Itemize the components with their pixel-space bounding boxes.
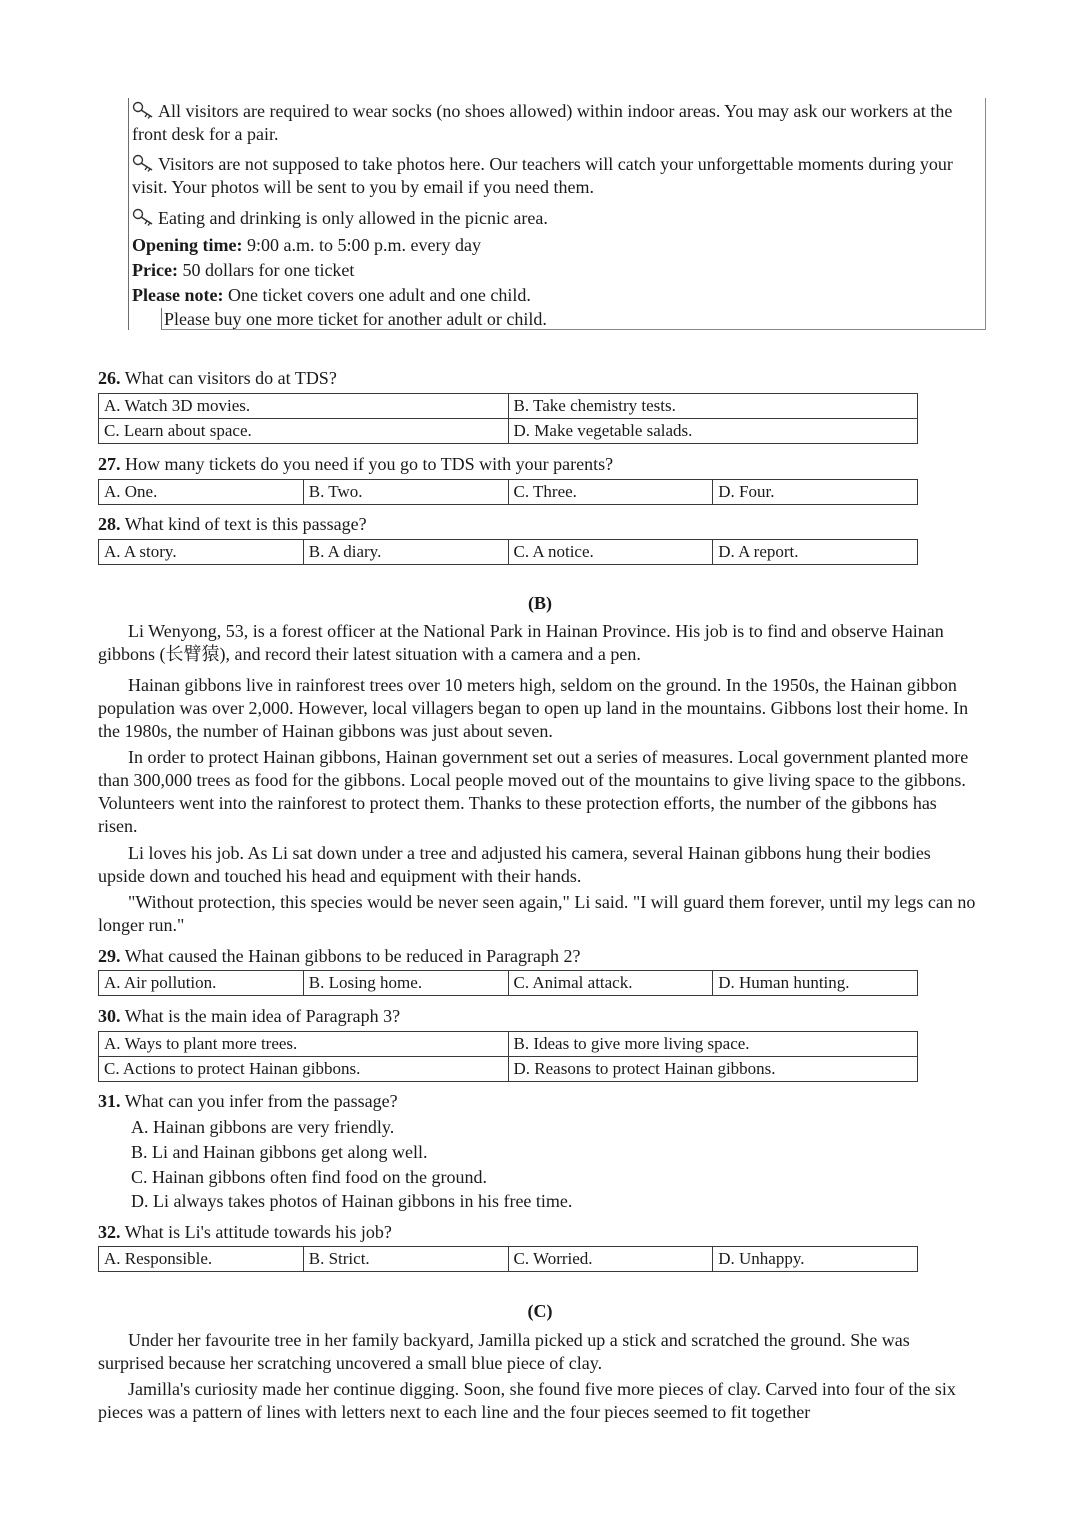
note-extra: Please buy one more ticket for another adult or child. xyxy=(164,309,547,329)
option-c[interactable]: C. Hainan gibbons often find food on the ground. xyxy=(131,1167,487,1187)
option-c[interactable]: C. Worried. xyxy=(508,1247,713,1272)
options-table-30 xyxy=(98,1031,918,1082)
notice-rule: Eating and drinking is only allowed in the picnic area. xyxy=(132,207,972,230)
options-table-27 xyxy=(98,479,918,505)
paragraph: Li loves his job. As Li sat down under a tree and adjusted his camera, several Hainan gibbons hung their bodies upside down and touched his head and equipment with their hands. xyxy=(98,843,931,886)
option-c[interactable]: C. Actions to protect Hainan gibbons. xyxy=(99,1057,509,1082)
notice-rule: Visitors are not supposed to take photos here. Our teachers will catch your unforgettable moments during your visit. Your photos will be sent to you by email if you need them. xyxy=(132,154,953,197)
option-d[interactable]: D. Human hunting. xyxy=(713,971,918,996)
paragraph: Hainan gibbons live in rainforest trees over 10 meters high, seldom on the ground. In the 1950s, the Hainan gibbon population was over 2,000. However, local villagers began to open up land in the mountains. Gibbons lost their home. In the 1980s, the number of Hainan gibbons was just about seven. xyxy=(98,675,969,741)
question-26: 26. What can visitors do at TDS? xyxy=(98,368,337,388)
option-c[interactable]: C. Animal attack. xyxy=(508,971,713,996)
please-note: Please note: One ticket covers one adult and one child. xyxy=(132,285,531,305)
options-table-29 xyxy=(98,970,918,996)
question-28: 28. What kind of text is this passage? xyxy=(98,514,367,534)
opening-time: Opening time: 9:00 a.m. to 5:00 p.m. every day xyxy=(132,235,481,255)
notice-border xyxy=(161,329,986,330)
option-c[interactable]: C. A notice. xyxy=(508,540,713,565)
option-d[interactable]: D. A report. xyxy=(713,540,918,565)
option-b[interactable]: B. Strict. xyxy=(303,1247,508,1272)
paragraph: Li Wenyong, 53, is a forest officer at the National Park in Hainan Province. His job is to find and observe Hainan gibbons (长臂猿), and record their latest situation with a camera and a pen. xyxy=(98,621,944,664)
option-d[interactable]: D. Li always takes photos of Hainan gibbons in his free time. xyxy=(131,1191,573,1211)
notice-box xyxy=(128,98,986,330)
question-32: 32. What is Li's attitude towards his job? xyxy=(98,1222,392,1242)
key-icon xyxy=(132,154,154,172)
option-d[interactable]: D. Reasons to protect Hainan gibbons. xyxy=(508,1057,918,1082)
option-b[interactable]: B. Ideas to give more living space. xyxy=(508,1032,918,1057)
paragraph: Under her favourite tree in her family backyard, Jamilla picked up a stick and scratched the ground. She was surprised because her scratching uncovered a small blue piece of clay. xyxy=(98,1330,910,1373)
option-a[interactable]: A. Air pollution. xyxy=(99,971,304,996)
option-c[interactable]: C. Three. xyxy=(508,480,713,505)
option-b[interactable]: B. Losing home. xyxy=(303,971,508,996)
paragraph: In order to protect Hainan gibbons, Hainan government set out a series of measures. Local government planted more than 300,000 trees as food for the gibbons. Local people moved out of the mountains to give living space to the gibbons. Volunteers went into the rainforest to protect them. Thanks to these protection efforts, the number of the gibbons has risen. xyxy=(98,747,969,836)
option-b[interactable]: B. Two. xyxy=(303,480,508,505)
options-table-32 xyxy=(98,1246,918,1272)
option-a[interactable]: A. Responsible. xyxy=(99,1247,304,1272)
paragraph: Jamilla's curiosity made her continue digging. Soon, she found five more pieces of clay. Carved into four of the six pieces was a pattern of lines with letters next to each line and the four pieces seemed to fit together xyxy=(98,1379,956,1422)
option-a[interactable]: A. Ways to plant more trees. xyxy=(99,1032,509,1057)
option-b[interactable]: B. Li and Hainan gibbons get along well. xyxy=(131,1142,428,1162)
notice-border xyxy=(161,308,162,330)
question-31: 31. What can you infer from the passage? xyxy=(98,1091,398,1111)
option-d[interactable]: D. Four. xyxy=(713,480,918,505)
section-b-title: (B) xyxy=(528,593,552,613)
notice-rule: All visitors are required to wear socks (no shoes allowed) within indoor areas. You may ask our workers at the front desk for a pair. xyxy=(132,101,953,144)
key-icon xyxy=(132,101,154,119)
option-a[interactable]: A. Hainan gibbons are very friendly. xyxy=(131,1117,395,1137)
paragraph: "Without protection, this species would be never seen again," Li said. "I will guard them forever, until my legs can no longer run." xyxy=(98,892,976,935)
price: Price: 50 dollars for one ticket xyxy=(132,260,355,280)
option-a[interactable]: A. One. xyxy=(99,480,304,505)
key-icon xyxy=(132,208,154,226)
option-b[interactable]: B. Take chemistry tests. xyxy=(508,394,918,419)
option-d[interactable]: D. Unhappy. xyxy=(713,1247,918,1272)
option-a[interactable]: A. Watch 3D movies. xyxy=(99,394,509,419)
section-c-title: (C) xyxy=(527,1301,553,1321)
question-29: 29. What caused the Hainan gibbons to be reduced in Paragraph 2? xyxy=(98,946,581,966)
question-27: 27. How many tickets do you need if you go to TDS with your parents? xyxy=(98,454,614,474)
option-d[interactable]: D. Make vegetable salads. xyxy=(508,419,918,444)
option-b[interactable]: B. A diary. xyxy=(303,540,508,565)
options-table-28 xyxy=(98,539,918,565)
options-table-26 xyxy=(98,393,918,444)
question-30: 30. What is the main idea of Paragraph 3? xyxy=(98,1006,401,1026)
option-c[interactable]: C. Learn about space. xyxy=(99,419,509,444)
option-a[interactable]: A. A story. xyxy=(99,540,304,565)
